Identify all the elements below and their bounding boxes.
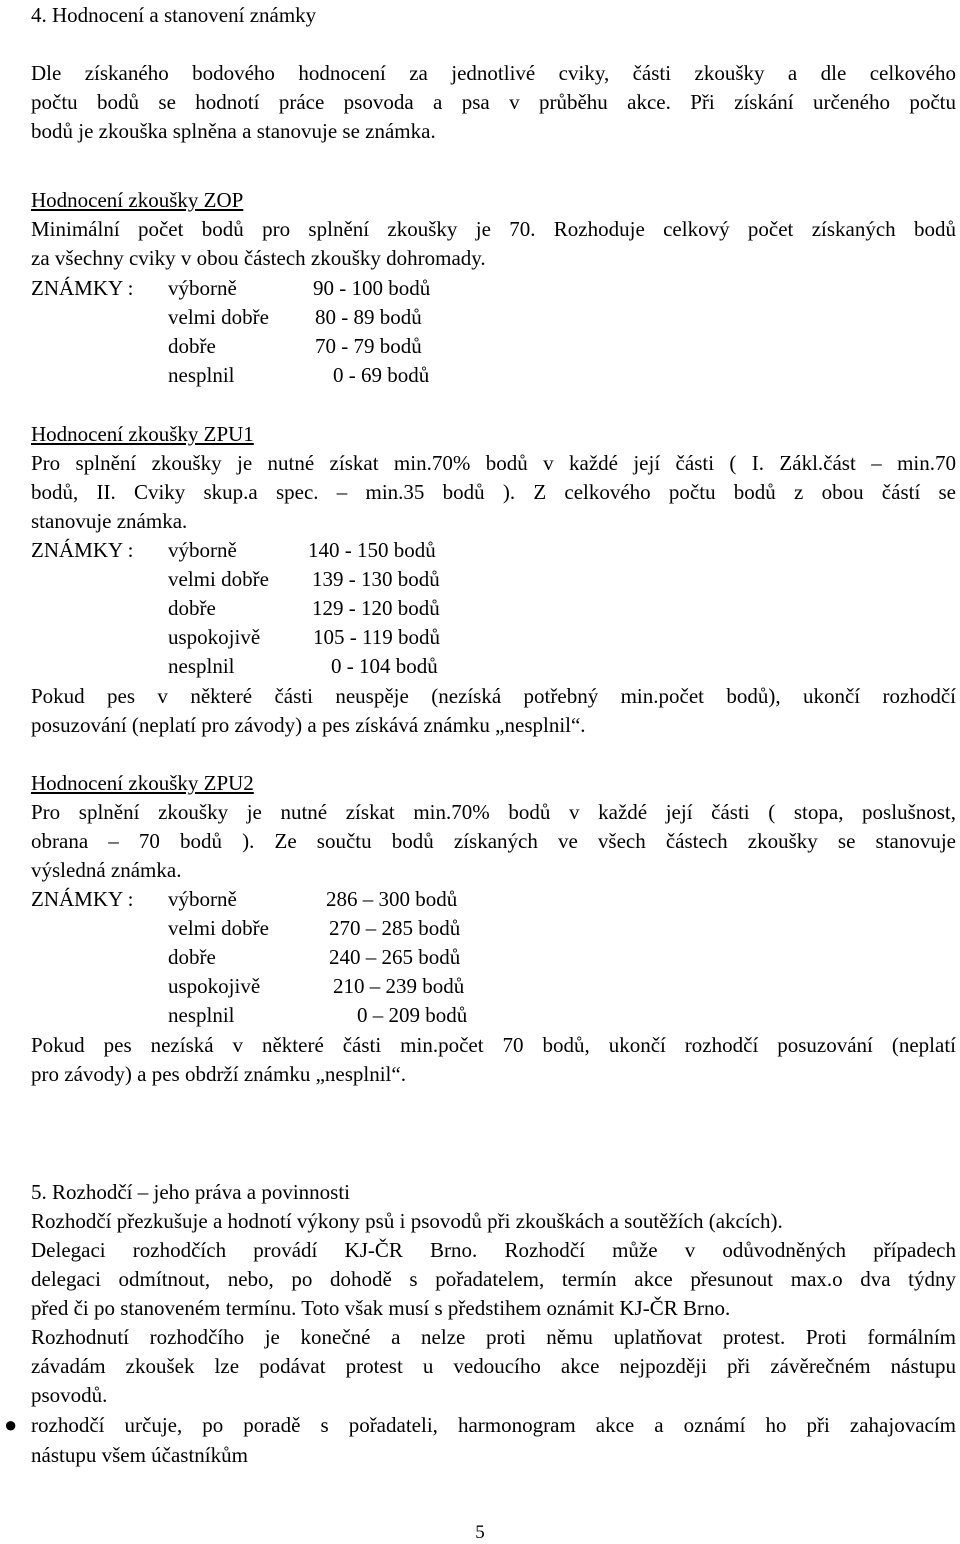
grade-points: 0 – 209 bodů — [357, 1003, 468, 1027]
grade-points: 0 - 104 bodů — [331, 654, 438, 678]
grade-label: velmi dobře — [168, 916, 269, 940]
grade-points: 90 - 100 bodů — [313, 276, 431, 300]
section-5-bullet-line: nástupu všem účastníkům — [31, 1443, 248, 1467]
grade-label: výborně — [168, 276, 237, 300]
grade-label: nesplnil — [168, 654, 235, 678]
grade-points: 210 – 239 bodů — [333, 974, 465, 998]
grade-points: 0 - 69 bodů — [333, 363, 430, 387]
section-5-text-line: psovodů. — [31, 1383, 108, 1407]
section-5-text-line: Rozhodčí přezkušuje a hodnotí výkony psů i psovodů při zkouškách a soutěžích (akcích). — [31, 1209, 783, 1233]
section-5-heading: 5. Rozhodčí – jeho práva a povinnosti — [31, 1180, 351, 1204]
zpu2-title: Hodnocení zkoušky ZPU2 — [31, 771, 254, 795]
grade-label: dobře — [168, 596, 216, 620]
section-4-intro-line: počtu bodů se hodnotí práce psovoda a psa v průběhu akce. Při získání určeného počtu — [31, 90, 956, 114]
zpu1-text-line: stanovuje známka. — [31, 509, 188, 533]
section-5-bullet-line: rozhodčí určuje, po poradě s pořadateli, harmonogram akce a oznámí ho při zahajovacím — [31, 1413, 956, 1437]
zpu1-after-line: posuzování (neplatí pro závody) a pes získává známku „nesplnil“. — [31, 713, 586, 737]
zpu1-title: Hodnocení zkoušky ZPU1 — [31, 422, 254, 446]
bullet-icon: ● — [4, 1412, 18, 1437]
zpu2-text-line: výsledná známka. — [31, 858, 182, 882]
grade-points: 105 - 119 bodů — [313, 625, 440, 649]
grade-points: 240 – 265 bodů — [329, 945, 461, 969]
grade-label: výborně — [168, 887, 237, 911]
zpu2-after-line: pro závody) a pes obdrží známku „nesplnil“. — [31, 1062, 406, 1086]
grade-label: velmi dobře — [168, 567, 269, 591]
grade-label: uspokojivě — [168, 625, 261, 649]
grade-points: 80 - 89 bodů — [315, 305, 422, 329]
section-5-text-line: Rozhodnutí rozhodčího je konečné a nelze proti němu uplatňovat protest. Proti formálním — [31, 1325, 956, 1349]
zop-grades-label: ZNÁMKY : — [31, 276, 134, 300]
page-number: 5 — [475, 1522, 485, 1543]
grade-points: 270 – 285 bodů — [329, 916, 461, 940]
zpu1-after-line: Pokud pes v některé části neuspěje (nezíská potřebný min.počet bodů), ukončí rozhodčí — [31, 684, 956, 708]
section-5-text-line: delegaci odmítnout, nebo, po dohodě s pořadatelem, termín akce přesunout max.o dva týdny — [31, 1267, 956, 1291]
grade-label: nesplnil — [168, 1003, 235, 1027]
grade-points: 286 – 300 bodů — [326, 887, 458, 911]
grade-points: 70 - 79 bodů — [315, 334, 422, 358]
zpu1-text-line: bodů, II. Cviky skup.a spec. – min.35 bodů ). Z celkového počtu bodů z obou částí se — [31, 480, 956, 504]
zpu1-text-line: Pro splnění zkoušky je nutné získat min.70% bodů v každé její části ( I. Zákl.část – min.70 — [31, 451, 956, 475]
zop-text-line: za všechny cviky v obou částech zkoušky dohromady. — [31, 246, 486, 270]
zpu2-after-line: Pokud pes nezíská v některé části min.počet 70 bodů, ukončí rozhodčí posuzování (neplatí — [31, 1033, 956, 1057]
zpu1-grades-label: ZNÁMKY : — [31, 538, 134, 562]
grade-label: nesplnil — [168, 363, 235, 387]
zop-text-line: Minimální počet bodů pro splnění zkoušky je 70. Rozhoduje celkový počet získaných bodů — [31, 217, 956, 241]
grade-label: dobře — [168, 334, 216, 358]
grade-label: uspokojivě — [168, 974, 261, 998]
zpu2-text-line: obrana – 70 bodů ). Ze součtu bodů získaných ve všech částech zkoušky se stanovuje — [31, 829, 956, 853]
section-4-intro-line: bodů je zkouška splněna a stanovuje se známka. — [31, 119, 436, 143]
grade-label: dobře — [168, 945, 216, 969]
grade-points: 140 - 150 bodů — [308, 538, 436, 562]
zpu2-text-line: Pro splnění zkoušky je nutné získat min.70% bodů v každé její části ( stopa, poslušnost, — [31, 800, 956, 824]
grade-label: výborně — [168, 538, 237, 562]
section-4-heading: 4. Hodnocení a stanovení známky — [31, 3, 317, 27]
zpu2-grades-label: ZNÁMKY : — [31, 887, 134, 911]
section-5-text-line: závadám zkoušek lze podávat protest u vedoucího akce nejpozději při závěrečném nástupu — [31, 1354, 956, 1378]
section-5-text-line: před či po stanoveném termínu. Toto však musí s předstihem oznámit KJ-ČR Brno. — [31, 1296, 731, 1320]
zop-title: Hodnocení zkoušky ZOP — [31, 188, 244, 212]
section-4-intro-line: Dle získaného bodového hodnocení za jednotlivé cviky, části zkoušky a dle celkového — [31, 61, 956, 85]
grade-points: 129 - 120 bodů — [312, 596, 440, 620]
section-5-text-line: Delegaci rozhodčích provádí KJ-ČR Brno. Rozhodčí může v odůvodněných případech — [31, 1238, 956, 1262]
grade-label: velmi dobře — [168, 305, 269, 329]
grade-points: 139 - 130 bodů — [312, 567, 440, 591]
